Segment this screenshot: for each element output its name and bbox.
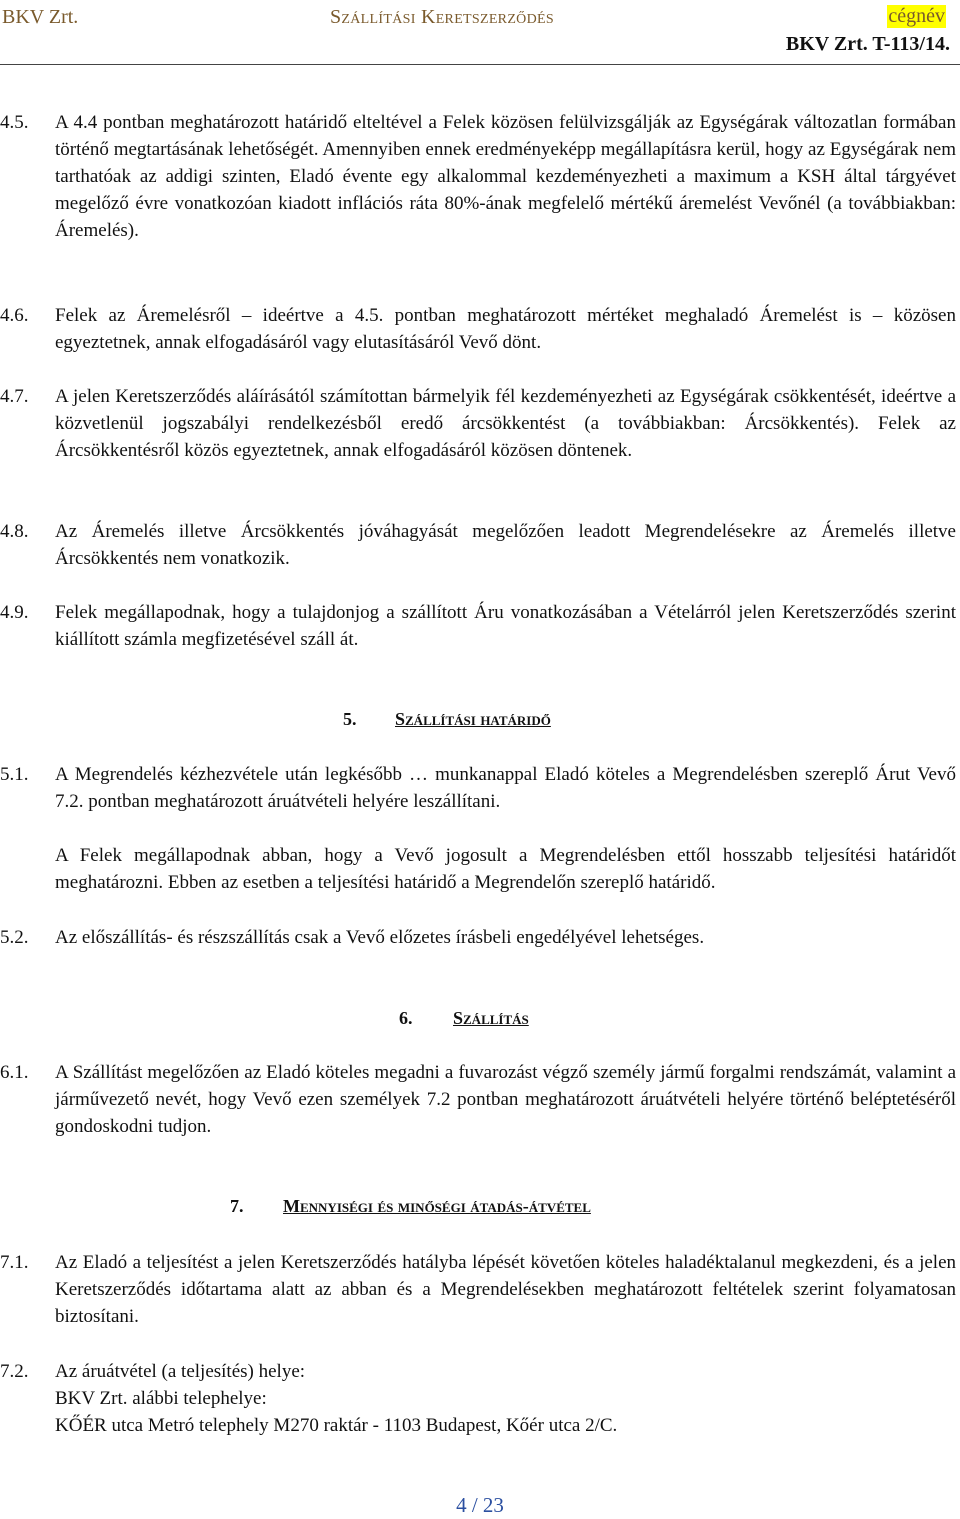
header-reference-number: BKV Zrt. T-113/14.: [785, 33, 950, 55]
section-title: Mennyiségi és minőségi átadás-átvétel: [283, 1196, 591, 1216]
clause-4-9: [0, 599, 956, 653]
clause-text: Felek megállapodnak, hogy a tulajdonjog a szállított Áru vonatkozásában a Vételárról jelen Keretszerződés szerint kiállított számla megfizetésével száll át.: [55, 602, 956, 650]
clause-number: 4.8.: [0, 521, 29, 542]
delivery-address: KŐÉR utca Metró telephely M270 raktár - 1103 Budapest, Kőér utca 2/C.: [55, 1415, 618, 1436]
clause-4-8: [0, 518, 956, 572]
clause-number: 7.2.: [0, 1361, 29, 1382]
clause-text: A Szállítást megelőzően az Eladó köteles megadni a fuvarozást végző személy jármű forgalmi rendszámát, valamint a járművezető nevét, hogy Vevő ezen személyek 7.2 pontban meghatározott áruátvételi helyére történő beléptetéséről gondoskodni tudjon.: [55, 1062, 956, 1137]
clause-number: 5.2.: [0, 927, 29, 948]
clause-6-1: [0, 1059, 956, 1140]
clause-5-1: [0, 761, 956, 815]
clause-number: 6.1.: [0, 1062, 29, 1083]
section-title: Szállítás: [453, 1008, 529, 1028]
clause-7-2: [0, 1358, 956, 1439]
clause-7-1: [0, 1249, 956, 1330]
clause-number: 4.9.: [0, 602, 29, 623]
paragraph-deadline-note: A Felek megállapodnak abban, hogy a Vevő jogosult a Megrendelésben ettől hosszabb teljesítési határidőt meghatározni. Ebben az esetben a teljesítési határidő a Megrendelőn szereplő határidő.: [55, 845, 956, 893]
header-divider: [0, 64, 960, 65]
clause-4-7: [0, 383, 956, 464]
section-number: 6.: [399, 1008, 413, 1028]
clause-number: 4.5.: [0, 112, 29, 133]
delivery-site-label: BKV Zrt. alábbi telephelye:: [55, 1388, 267, 1409]
clause-text: A Megrendelés kézhezvétele után legkésőbb … munkanappal Eladó köteles a Megrendelésben szereplő Árut Vevő 7.2. pontban meghatározott áruátvételi helyére leszállítani.: [55, 764, 956, 812]
clause-text: Felek az Áremelésről – ideértve a 4.5. pontban meghatározott mértéket meghaladó Áremelést is – közösen egyeztetnek, annak elfogadásáról vagy elutasításáról Vevő dönt.: [55, 305, 956, 353]
header-company-placeholder: cégnév: [888, 5, 945, 27]
clause-number: 5.1.: [0, 764, 29, 785]
clause-number: 7.1.: [0, 1252, 29, 1273]
clause-5-2: [0, 924, 956, 951]
delivery-place-label: Az áruátvétel (a teljesítés) helye:: [55, 1361, 306, 1382]
clause-4-5: [0, 109, 956, 244]
clause-number: 4.7.: [0, 386, 29, 407]
clause-4-6: [0, 302, 956, 356]
clause-text: Az előszállítás- és részszállítás csak a Vevő előzetes írásbeli engedélyével lehetséges.: [55, 927, 705, 948]
clause-text: Az Eladó a teljesítést a jelen Keretszerződés hatályba lépését követően köteles haladéktalanul megkezdeni, és a jelen Keretszerződés időtartama alatt az abban és a Megrendelésekben meghatározott feltételek szerint folyamatosan biztosítani.: [55, 1252, 956, 1327]
header-company: BKV Zrt.: [2, 6, 79, 28]
clause-text: A 4.4 pontban meghatározott határidő elteltével a Felek közösen felülvizsgálják az Egységárak változatlan formában történő megtartásának lehetőségét. Amennyiben ennek eredményeképp megállapításra kerül, hogy az Egységárak nem tarthatóak az addigi szinten, Eladó évente egy alkalommal kezdeményezheti a maximum a KSH által tárgyévet megelőző évre vonatkozóan kiadott inflációs ráta 80%-ának megfelelő mértékű áremelést Vevőnél (a továbbiakban: Áremelés).: [55, 112, 956, 241]
header-document-title: Szállítási Keretszerződés: [330, 6, 554, 28]
clause-text: A jelen Keretszerződés aláírásától számítottan bármelyik fél kezdeményezheti az Egységárak csökkentését, ideértve a közvetlenül jogszabályi rendelkezésből eredő árcsökkentést (a továbbiakban: Árcsökkentés). Felek az Árcsökkentésről közös egyeztetnek, annak elfogadásáról közösen döntenek.: [55, 386, 956, 461]
clause-text: Az Áremelés illetve Árcsökkentés jóváhagyását megelőzően leadott Megrendelésekre az Áremelés illetve Árcsökkentés nem vonatkozik.: [55, 521, 956, 569]
section-number: 7.: [230, 1196, 244, 1216]
section-number: 5.: [343, 709, 357, 729]
clause-text: [55, 1358, 956, 1439]
section-title: Szállítási határidő: [395, 709, 551, 729]
clause-number: 4.6.: [0, 305, 29, 326]
page-number: 4 / 23: [456, 1493, 504, 1517]
